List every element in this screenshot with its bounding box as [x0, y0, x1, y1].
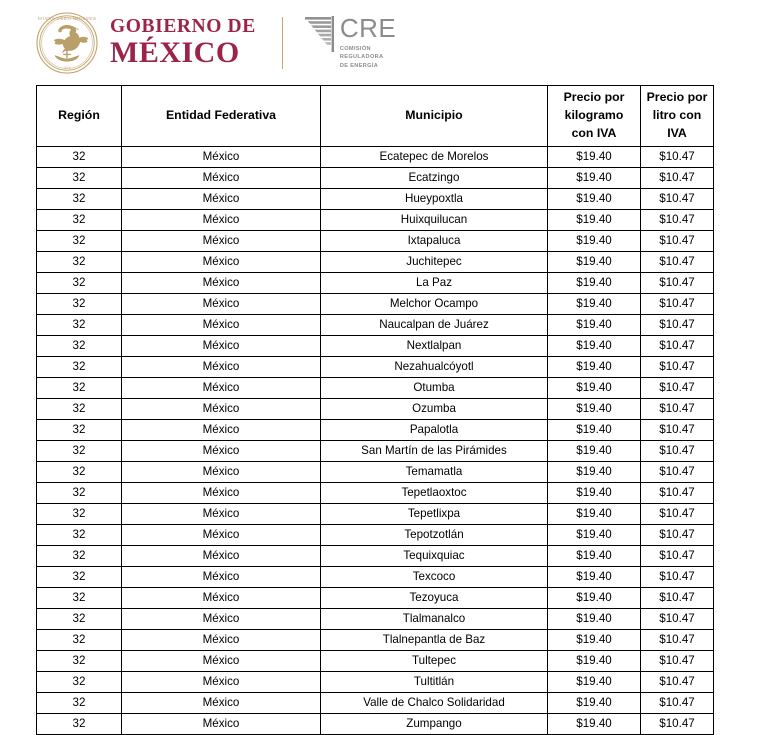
cell-entidad: México	[122, 378, 321, 399]
table-row	[37, 651, 714, 672]
column-header-entidad-federativa: Entidad Federativa	[122, 86, 321, 147]
cre-subtitle	[340, 45, 396, 69]
table-row	[37, 714, 714, 735]
cell-precio-lt: $10.47	[641, 567, 714, 588]
cell-precio-lt: $10.47	[641, 630, 714, 651]
cell-entidad: México	[122, 588, 321, 609]
cell-precio-kg: $19.40	[548, 399, 641, 420]
cell-precio-lt: $10.47	[641, 378, 714, 399]
cell-region: 32	[37, 588, 122, 609]
cell-municipio: Otumba	[321, 378, 548, 399]
cell-municipio: Juchitepec	[321, 252, 548, 273]
table-body	[37, 147, 714, 735]
cell-municipio: Naucalpan de Juárez	[321, 315, 548, 336]
cell-precio-lt: $10.47	[641, 483, 714, 504]
table-row	[37, 147, 714, 168]
cell-municipio: San Martín de las Pirámides	[321, 441, 548, 462]
cell-entidad: México	[122, 231, 321, 252]
column-header-precio-litro: Precio por litro con IVA	[641, 86, 714, 147]
cell-precio-kg: $19.40	[548, 546, 641, 567]
cell-region: 32	[37, 651, 122, 672]
cell-precio-kg: $19.40	[548, 462, 641, 483]
cell-precio-lt: $10.47	[641, 546, 714, 567]
cell-precio-kg: $19.40	[548, 525, 641, 546]
cell-precio-kg: $19.40	[548, 168, 641, 189]
brand-divider	[282, 17, 283, 69]
cell-entidad: México	[122, 504, 321, 525]
gas-price-table	[36, 85, 714, 735]
cell-precio-kg: $19.40	[548, 189, 641, 210]
cell-precio-lt: $10.47	[641, 189, 714, 210]
cell-precio-kg: $19.40	[548, 252, 641, 273]
table-row	[37, 420, 714, 441]
cell-precio-lt: $10.47	[641, 336, 714, 357]
column-header-precio-kilogramo: Precio por kilogramo con IVA	[548, 86, 641, 147]
cell-region: 32	[37, 315, 122, 336]
cell-precio-kg: $19.40	[548, 504, 641, 525]
cell-precio-lt: $10.47	[641, 357, 714, 378]
cell-entidad: México	[122, 483, 321, 504]
cell-precio-kg: $19.40	[548, 273, 641, 294]
cell-region: 32	[37, 693, 122, 714]
cell-entidad: México	[122, 546, 321, 567]
table-row	[37, 525, 714, 546]
cell-precio-lt: $10.47	[641, 147, 714, 168]
table-row	[37, 273, 714, 294]
brand-lockup	[0, 0, 780, 85]
page-header	[0, 0, 780, 85]
table-row	[37, 168, 714, 189]
cell-entidad: México	[122, 273, 321, 294]
cell-entidad: México	[122, 462, 321, 483]
cell-precio-kg: $19.40	[548, 567, 641, 588]
cell-precio-kg: $19.40	[548, 336, 641, 357]
cell-municipio: Tepetlaoxtoc	[321, 483, 548, 504]
cell-municipio: Ixtapaluca	[321, 231, 548, 252]
cell-region: 32	[37, 483, 122, 504]
cell-region: 32	[37, 462, 122, 483]
table-row	[37, 189, 714, 210]
cell-precio-kg: $19.40	[548, 672, 641, 693]
cell-entidad: México	[122, 714, 321, 735]
cell-precio-lt: $10.47	[641, 273, 714, 294]
cell-precio-lt: $10.47	[641, 168, 714, 189]
cre-acronym: CRE	[339, 13, 397, 44]
table-row	[37, 588, 714, 609]
cre-logo	[305, 15, 396, 69]
cell-region: 32	[37, 399, 122, 420]
cell-entidad: México	[122, 651, 321, 672]
cell-precio-lt: $10.47	[641, 588, 714, 609]
cell-precio-lt: $10.47	[641, 609, 714, 630]
gobierno-de-mexico-wordmark	[110, 17, 256, 69]
table-row	[37, 399, 714, 420]
cell-precio-lt: $10.47	[641, 210, 714, 231]
cell-region: 32	[37, 336, 122, 357]
cell-precio-lt: $10.47	[641, 420, 714, 441]
escudo-nacional-icon	[36, 12, 98, 74]
cell-region: 32	[37, 189, 122, 210]
price-table-container	[0, 85, 780, 735]
cell-municipio: Melchor Ocampo	[321, 294, 548, 315]
cell-precio-lt: $10.47	[641, 672, 714, 693]
table-row	[37, 609, 714, 630]
cell-region: 32	[37, 294, 122, 315]
cell-precio-kg: $19.40	[548, 294, 641, 315]
gobierno-line-1: GOBIERNO DE	[110, 15, 256, 37]
cell-municipio: Nextlalpan	[321, 336, 548, 357]
table-row	[37, 504, 714, 525]
cell-entidad: México	[122, 294, 321, 315]
cell-municipio: Zumpango	[321, 714, 548, 735]
table-row	[37, 231, 714, 252]
cell-municipio: Tequixquiac	[321, 546, 548, 567]
cell-municipio: Ecatzingo	[321, 168, 548, 189]
cell-precio-kg: $19.40	[548, 714, 641, 735]
cell-entidad: México	[122, 315, 321, 336]
cell-precio-lt: $10.47	[641, 714, 714, 735]
cre-stripes-icon	[305, 15, 335, 57]
cell-entidad: México	[122, 336, 321, 357]
cell-region: 32	[37, 609, 122, 630]
cell-entidad: México	[122, 147, 321, 168]
table-row	[37, 672, 714, 693]
cell-region: 32	[37, 210, 122, 231]
table-row	[37, 357, 714, 378]
cell-precio-kg: $19.40	[548, 210, 641, 231]
cell-region: 32	[37, 504, 122, 525]
cell-precio-kg: $19.40	[548, 147, 641, 168]
cell-region: 32	[37, 525, 122, 546]
cell-precio-kg: $19.40	[548, 378, 641, 399]
cell-entidad: México	[122, 630, 321, 651]
cell-entidad: México	[122, 567, 321, 588]
cell-region: 32	[37, 273, 122, 294]
cell-entidad: México	[122, 441, 321, 462]
cell-region: 32	[37, 252, 122, 273]
cell-region: 32	[37, 714, 122, 735]
table-row	[37, 693, 714, 714]
cre-text-block	[340, 15, 396, 69]
cell-precio-lt: $10.47	[641, 252, 714, 273]
cell-precio-kg: $19.40	[548, 315, 641, 336]
cell-municipio: Tlalmanalco	[321, 609, 548, 630]
cell-municipio: Tlalnepantla de Baz	[321, 630, 548, 651]
cell-entidad: México	[122, 357, 321, 378]
table-row	[37, 462, 714, 483]
cell-precio-kg: $19.40	[548, 693, 641, 714]
cell-region: 32	[37, 630, 122, 651]
cell-entidad: México	[122, 693, 321, 714]
table-row	[37, 252, 714, 273]
cell-precio-kg: $19.40	[548, 609, 641, 630]
cell-entidad: México	[122, 609, 321, 630]
cell-municipio: Ecatepec de Morelos	[321, 147, 548, 168]
table-row	[37, 546, 714, 567]
cell-municipio: Huixquilucan	[321, 210, 548, 231]
cell-precio-kg: $19.40	[548, 357, 641, 378]
cell-precio-kg: $19.40	[548, 420, 641, 441]
cell-entidad: México	[122, 210, 321, 231]
cell-precio-lt: $10.47	[641, 462, 714, 483]
cell-region: 32	[37, 357, 122, 378]
cell-precio-lt: $10.47	[641, 525, 714, 546]
cell-entidad: México	[122, 399, 321, 420]
cre-sub-line-3: DE ENERGÍA	[339, 62, 379, 69]
cell-entidad: México	[122, 252, 321, 273]
cell-municipio: Papalotla	[321, 420, 548, 441]
cell-municipio: Ozumba	[321, 399, 548, 420]
cell-region: 32	[37, 672, 122, 693]
cell-municipio: Texcoco	[321, 567, 548, 588]
cell-region: 32	[37, 546, 122, 567]
svg-text:2018: 2018	[63, 65, 71, 69]
table-header	[37, 86, 714, 147]
table-row	[37, 378, 714, 399]
cell-municipio: Nezahualcóyotl	[321, 357, 548, 378]
table-row	[37, 294, 714, 315]
cell-entidad: México	[122, 672, 321, 693]
cell-region: 32	[37, 420, 122, 441]
table-row	[37, 210, 714, 231]
cell-precio-kg: $19.40	[548, 231, 641, 252]
cell-region: 32	[37, 567, 122, 588]
table-row	[37, 567, 714, 588]
cell-municipio: Hueypoxtla	[321, 189, 548, 210]
cell-region: 32	[37, 441, 122, 462]
cell-precio-kg: $19.40	[548, 483, 641, 504]
cell-precio-lt: $10.47	[641, 441, 714, 462]
cell-municipio: Valle de Chalco Solidaridad	[321, 693, 548, 714]
cell-municipio: Temamatla	[321, 462, 548, 483]
table-row	[37, 315, 714, 336]
cell-precio-lt: $10.47	[641, 651, 714, 672]
cell-precio-kg: $19.40	[548, 588, 641, 609]
table-row	[37, 630, 714, 651]
table-header-row	[37, 86, 714, 147]
cre-sub-line-1: COMISIÓN	[339, 46, 371, 53]
cell-region: 32	[37, 378, 122, 399]
column-header-region: Región	[37, 86, 122, 147]
cell-precio-lt: $10.47	[641, 231, 714, 252]
cell-region: 32	[37, 231, 122, 252]
cell-precio-lt: $10.47	[641, 504, 714, 525]
table-row	[37, 483, 714, 504]
cell-municipio: La Paz	[321, 273, 548, 294]
cell-entidad: México	[122, 168, 321, 189]
cell-precio-kg: $19.40	[548, 441, 641, 462]
table-row	[37, 441, 714, 462]
svg-text:ESTADOS UNIDOS MEXICANOS: ESTADOS UNIDOS MEXICANOS	[37, 16, 97, 21]
cell-region: 32	[37, 147, 122, 168]
cell-precio-lt: $10.47	[641, 693, 714, 714]
cell-precio-lt: $10.47	[641, 399, 714, 420]
cell-municipio: Tultepec	[321, 651, 548, 672]
gobierno-line-2: MÉXICO	[110, 36, 240, 70]
cell-precio-lt: $10.47	[641, 294, 714, 315]
cell-entidad: México	[122, 189, 321, 210]
cell-precio-kg: $19.40	[548, 651, 641, 672]
cre-sub-line-2: REGULADORA	[339, 54, 384, 61]
cell-region: 32	[37, 168, 122, 189]
cell-precio-kg: $19.40	[548, 630, 641, 651]
table-row	[37, 336, 714, 357]
cell-municipio: Tepotzotlán	[321, 525, 548, 546]
cell-municipio: Tezoyuca	[321, 588, 548, 609]
cell-entidad: México	[122, 420, 321, 441]
cell-municipio: Tepetlixpa	[321, 504, 548, 525]
cell-precio-lt: $10.47	[641, 315, 714, 336]
cell-entidad: México	[122, 525, 321, 546]
cell-municipio: Tultitlán	[321, 672, 548, 693]
column-header-municipio: Municipio	[321, 86, 548, 147]
